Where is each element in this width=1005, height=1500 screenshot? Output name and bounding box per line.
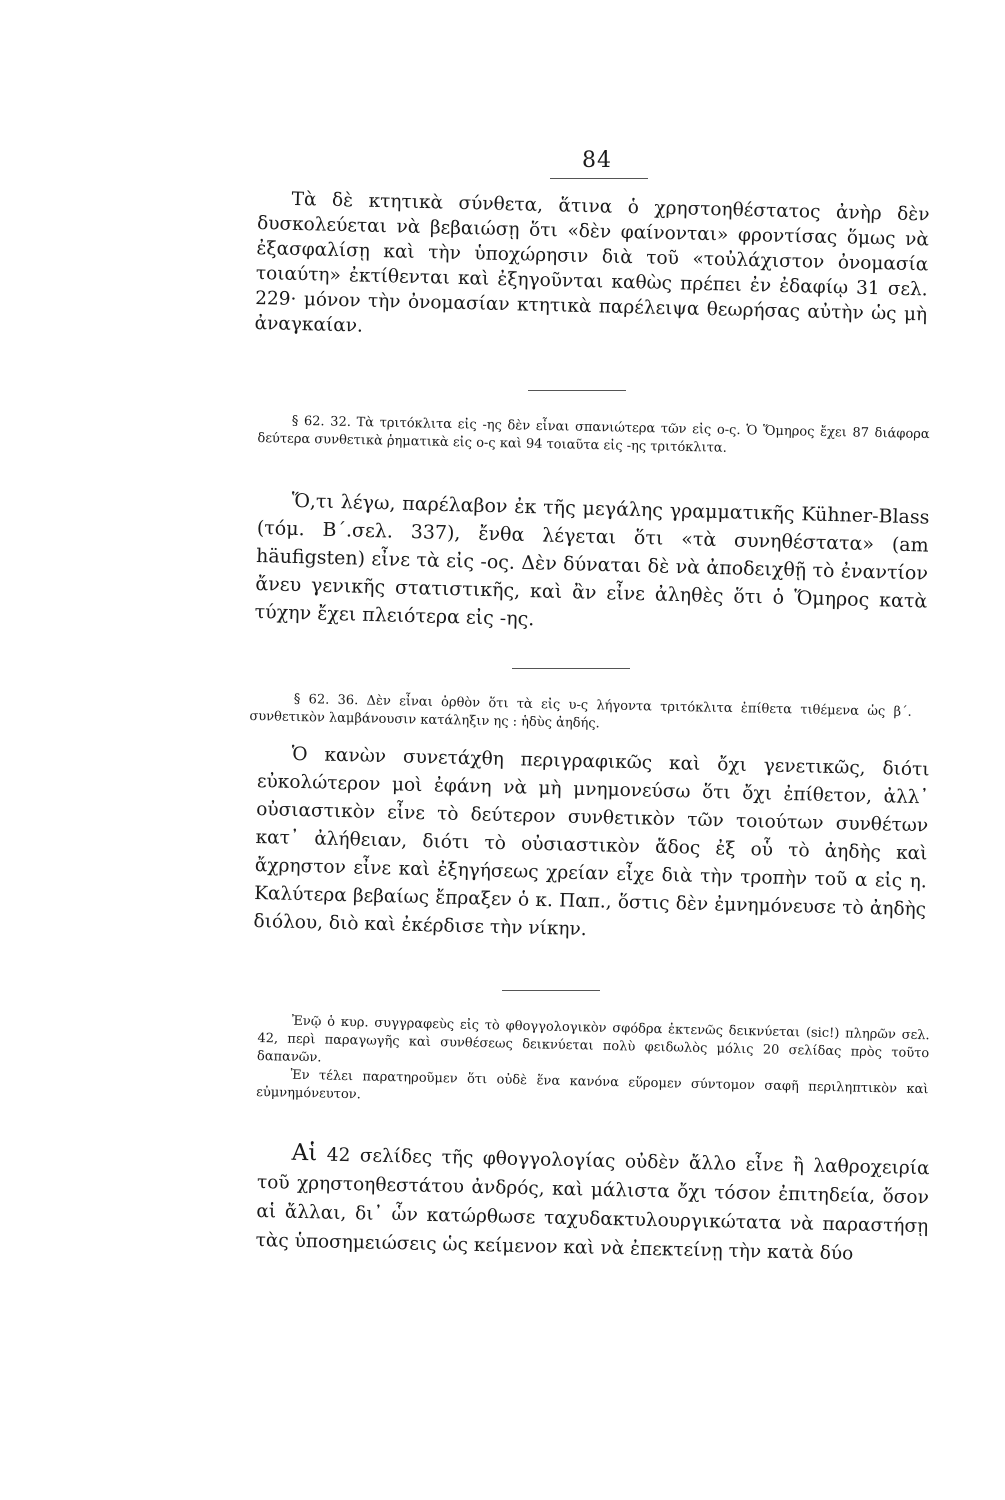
quote-1	[257, 412, 930, 462]
quote-text: § 62. 32. Τὰ τριτόκλιτα εἰς -ης δὲν εἶναι σπανιώτερα τῶν εἰς ο-ς. Ὁ Ὅμηρος ἔχει 87 διάφορα δεύτερα συνθετικὰ ῥηματικὰ εἰς ο-ς καὶ 94 τοιαῦτα εἰς -ης τριτόκλιτα.	[257, 413, 930, 456]
section-rule	[512, 668, 630, 669]
footnote-block	[256, 1012, 930, 1117]
paragraph-text: Ὁ κανὼν συνετάχθη περιγραφικῶς καὶ ὄχι γενετικῶς, διότι εὐκολώτερον μοὶ ἐφάνη νὰ μὴ μνημονεύσω ὅτι ὄχι ἐπίθετον, ἀλλ᾽ οὐσιαστικὸν εἶνε τὸ δεύτερον συνθετικὸν τῶν τοιούτων συνθέτων κατ᾽ ἀλήθειαν, διότι τὸ οὐσιαστικὸν ἅδος ἐξ οὗ τὸ ἀηδὴς καὶ ἄχρηστον εἶνε καὶ ἐξηγήσεως χρείαν εἶχε διὰ τὴν τροπὴν τοῦ α εἰς η. Καλύτερα βεβαίως ἔπραξεν ὁ κ. Παπ., ὅστις δὲν ἐμνημόνευσε τὸ ἀηδὴς διόλου, διὸ καὶ ἐκέρδισε τὴν νίκην.	[253, 743, 930, 941]
paragraph-lead: Αἱ	[291, 1139, 318, 1167]
section-rule	[502, 990, 600, 991]
paragraph-2	[254, 486, 929, 644]
paragraph-text: Ὅ,τι λέγω, παρέλαβον ἐκ τῆς μεγάλης γραμματικῆς Kühner-Blass (τόμ. Β΄.σελ. 337), ἔνθα λέγεται ὅτι «τὰ συνηθέστατα» (am häufigsten) εἶνε τὰ εἰς -ος. Δὲν δύναται δὲ νὰ ἀποδειχθῇ τὸ ἐναντίον ἄνευ γενικῆς στατιστικῆς, καὶ ἂν εἶνε ἀληθὲς ὅτι ὁ Ὅμηρος κατὰ τύχην ἔχει πλειότερα εἰς -ης.	[254, 489, 930, 631]
paragraph-text: 42 σελίδες τῆς φθογγολογίας οὐδὲν ἄλλο εἶνε ἢ λαθροχειρία τοῦ χρηστοηθεστάτου ἀνδρός, καὶ μάλιστα ὄχι τόσον ἐπιτηδεία, ὅσον αἱ ἄλλαι, δι᾽ ὧν κατώρθωσε ταχυδακτυλουργικώτατα νὰ παραστήσῃ τὰς ὑποσημειώσεις ὡς κείμενον καὶ νὰ ἐπεκτείνῃ τὴν κατὰ δύο	[255, 1144, 930, 1265]
paragraph-text: Τὰ δὲ κτητικὰ σύνθετα, ἅτινα ὁ χρηστοηθέστατος ἀνὴρ δὲν δυσκολεύεται νὰ βεβαιώσῃ ὅτι «δὲν φαίνονται» φροντίσας ὅμως νὰ ἐξασφαλίσῃ καὶ τὴν ὑποχώρησιν διὰ τοῦ «τοὐλάχιστον ὀνομασία τοιαύτη» ἐκτίθενται καὶ ἐξηγοῦνται καθὼς πρέπει ἐν ἐδαφίῳ 31 σελ. 229· μόνον τὴν ὀνομασίαν κτητικὰ παρέλειψα θεωρήσας αὐτὴν ὡς μὴ ἀναγκαίαν.	[254, 188, 930, 337]
page-number: 84	[582, 148, 612, 173]
section-rule	[528, 390, 626, 391]
footnote-text: Ἐν τέλει παρατηροῦμεν ὅτι οὐδὲ ἕνα κανόνα εὕρομεν σύντομον σαφῆ περιληπτικὸν καὶ εὐμνημόνευτον.	[256, 1067, 929, 1103]
footnote-text: Ἐνῷ ὁ κυρ. συγγραφεὺς εἰς τὸ φθογγολογικὸν σφόδρα ἐκτενῶς δεικνύεται (sic!) πληρῶν σελ. 42, περὶ παραγωγῆς καὶ συνθέσεως δεικνύεται πολὺ φειδωλὸς μόλις 20 σελίδας πρὸς τοῦτο δαπανῶν.	[256, 1013, 930, 1066]
paragraph-4	[255, 1138, 929, 1270]
header-rule	[550, 178, 648, 179]
paragraph-3	[253, 740, 930, 952]
paragraph-1	[254, 186, 929, 352]
quote-text: § 62. 36. Δὲν εἶναι ὀρθὸν ὅτι τὰ εἰς υ-ς λήγοντα τριτόκλιτα ἐπίθετα τιθέμενα ὡς β΄. συνθετικὸν λαμβάνουσιν κατάληξιν ης : ἡδὺς ἀηδής.	[249, 691, 912, 732]
quote-2	[249, 690, 912, 740]
